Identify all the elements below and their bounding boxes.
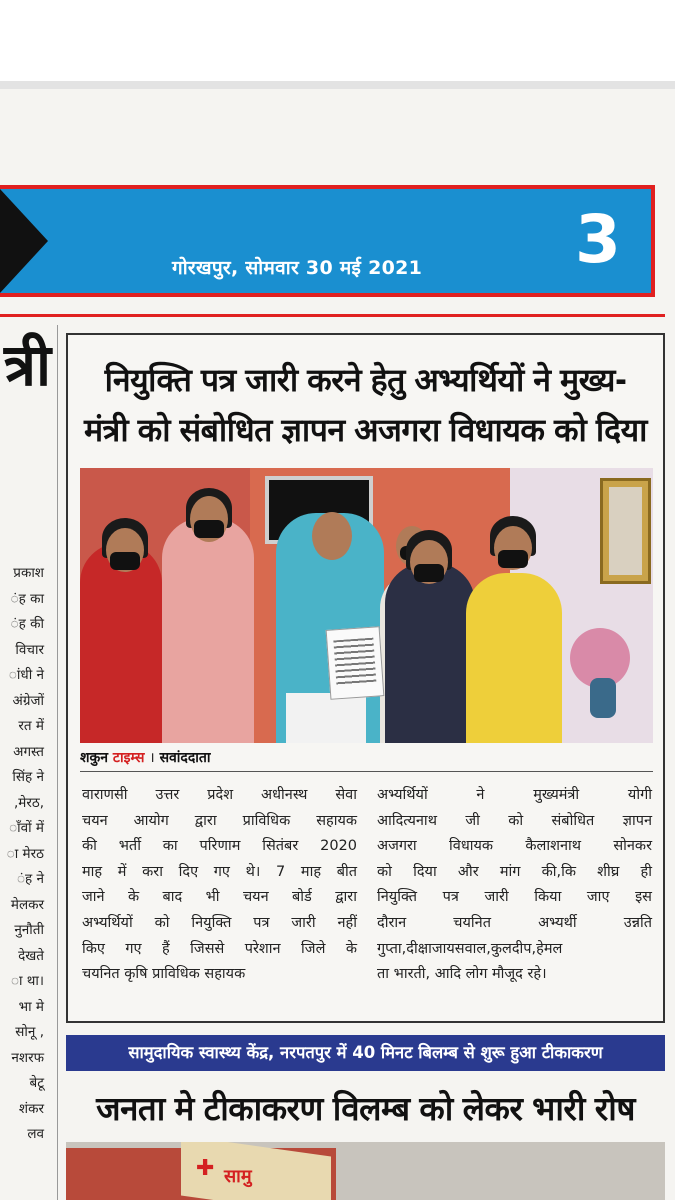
text-line: ा मेरठ <box>6 845 44 862</box>
text-line: प्रकाश <box>13 565 44 581</box>
text-line: बेटू <box>29 1075 44 1091</box>
article-body-column-2 <box>377 783 652 988</box>
article-photo <box>80 468 653 743</box>
text-line: गुप्ता,दीक्षाजायसवाल,कुलदीप,हेमल <box>377 940 563 957</box>
article2-banner: सामुदायिक स्वास्थ्य केंद्र, नरपतपुर में 40 मिनट बिलम्ब से शुरू हुआ टीकाकरण <box>66 1035 665 1071</box>
page-header-band <box>0 185 655 297</box>
photo-mask-6 <box>498 550 528 568</box>
photo-dhoti <box>286 693 366 743</box>
article-box <box>66 333 665 1023</box>
text-line: भा मे <box>18 998 44 1015</box>
text-line: चयनित कृषि प्राविधिक सहायक <box>82 966 246 983</box>
text-line: ंह का <box>10 590 44 607</box>
text-line: रत में <box>18 718 44 734</box>
article-byline <box>80 748 211 767</box>
text-line: ंह की <box>10 616 44 632</box>
text-line: ,मेरठ, <box>13 794 44 811</box>
text-line: शंकर <box>18 1100 44 1117</box>
byline-rule <box>80 771 653 772</box>
page-number: 3 <box>575 201 621 278</box>
text-line: विचार <box>15 641 44 658</box>
photo2-sign-text: सामु <box>224 1166 252 1187</box>
byline-brand-b: टाइम्स <box>112 750 145 766</box>
text-line: अभ्यर्थियों को नियुक्ति पत्र जारी नहीं <box>82 914 357 931</box>
text-line: किए गए हैं जिससे परेशान जिले के <box>82 940 357 957</box>
text-line: नियुक्ति पत्र जारी किया जाए इस <box>377 889 652 906</box>
text-line: माह में करा दिए गए थे। 7 माह बीत <box>82 863 357 880</box>
text-line: देखते <box>18 947 44 964</box>
header-red-rule <box>0 314 665 317</box>
headline-line-2: मंत्री को संबोधित ज्ञापन अजगरा विधायक को दिया <box>84 411 647 449</box>
text-line: ांधी ने <box>8 667 44 683</box>
text-line: सिंह ने <box>12 769 44 785</box>
text-line: अंग्रेजों <box>12 692 44 709</box>
photo-person-5 <box>385 563 475 743</box>
byline-brand-a: शकुन <box>80 750 109 766</box>
left-heading-fragment: त्री <box>4 331 52 399</box>
text-line: अगस्त <box>13 743 44 760</box>
column-rule <box>57 325 58 1200</box>
text-line: आदित्यनाथ जी को संबोधित ज्ञापन <box>377 812 652 829</box>
top-margin <box>0 0 675 80</box>
article2-photo <box>66 1142 665 1200</box>
text-line: नुनौती <box>14 922 44 938</box>
headline-line-1: नियुक्ति पत्र जारी करने हेतु अभ्यर्थियों ने मुख्य- <box>104 361 627 399</box>
text-line: वाराणसी उत्तर प्रदेश अधीनस्थ सेवा <box>82 787 357 803</box>
article2-headline: जनता मे टीकाकरण विलम्ब को लेकर भारी रोष <box>96 1089 635 1128</box>
text-line: ंह ने <box>17 871 44 887</box>
photo-mask-1 <box>110 552 140 570</box>
photo-mask-2 <box>194 520 224 538</box>
photo-frame <box>600 478 651 584</box>
article-headline <box>68 355 663 455</box>
byline-role: सवांददाता <box>159 750 211 766</box>
header-black-wedge <box>0 189 48 293</box>
text-line: लव <box>27 1126 44 1142</box>
text-line: की भर्ती का परिणाम सितंबर 2020 <box>82 838 357 855</box>
photo-mask-5 <box>414 564 444 582</box>
left-column-text <box>0 561 58 1148</box>
text-line: चयन आयोग द्वारा प्राविधिक सहायक <box>82 812 357 829</box>
text-line: अभ्यर्थियों ने मुख्यमंत्री योगी <box>377 787 652 803</box>
header-date-line: गोरखपुर, सोमवार 30 मई 2021 <box>172 257 423 279</box>
article-body-column-1 <box>82 783 357 988</box>
photo-person-1 <box>80 543 162 743</box>
left-column-fragment <box>0 325 58 1200</box>
text-line: को दिया और मांग की,कि शीघ्र ही <box>377 863 652 880</box>
photo-person-6 <box>466 573 562 743</box>
text-line: जाने के बाद भी चयन बोर्ड द्वारा <box>82 889 357 906</box>
text-line: दौरान चयनित अभ्यर्थी उन्नति <box>377 914 652 931</box>
photo-vase <box>590 678 616 718</box>
text-line: मेलकर <box>10 896 44 913</box>
text-line: अजगरा विधायक कैलाशनाथ सोनकर <box>377 838 652 855</box>
top-divider <box>0 81 675 89</box>
byline-separator: । <box>149 750 155 766</box>
text-line: ता भारती, आदि लोग मौजूद रहे। <box>377 966 547 983</box>
photo-person-2 <box>162 518 254 743</box>
photo-head-3 <box>312 512 352 560</box>
text-line: सोनू , <box>15 1024 44 1040</box>
text-line: ाँवों में <box>9 820 44 836</box>
medical-cross-icon: ✚ <box>196 1156 215 1181</box>
text-line: ा था। <box>10 973 44 989</box>
photo-memorandum <box>326 626 385 700</box>
text-line: नशरफ <box>11 1049 44 1066</box>
